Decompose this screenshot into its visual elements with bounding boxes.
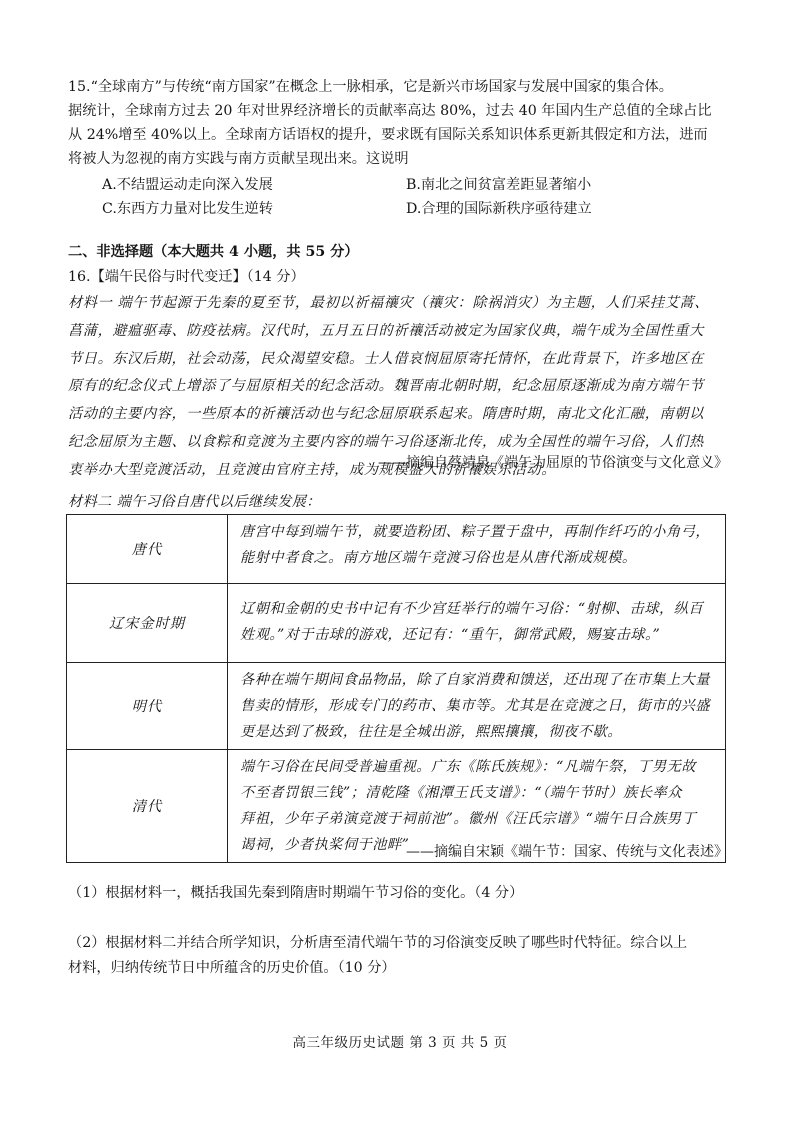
desc-line: 端午习俗在民间受普遍重视。广东《陈氏族规》：“凡端午祭，丁男无故 <box>240 759 696 775</box>
q15-option-c: C.东西方力量对比发生逆转 <box>102 201 273 217</box>
era-cell: 清代 <box>67 750 228 863</box>
desc-cell <box>228 515 726 584</box>
q15-option-a: A.不结盟运动走向深入发展 <box>102 177 273 193</box>
sub-question-2-line: 材料，归纳传统节日中所蕴含的历史价值。（10 分） <box>68 960 396 976</box>
desc-line: 不至者罚银三钱”；清乾隆《湘潭王氏支谱》：“（端午节时）族长率众 <box>240 785 682 801</box>
material-1-line: 原有的纪念仪式上增添了与屈原相关的纪念活动。魏晋南北朝时期，纪念屈原逐渐成为南方端午节 <box>68 378 704 395</box>
material-1-line: 纪念屈原为主题、以食粽和竞渡为主要内容的端午习俗逐渐北传，成为全国性的端午习俗，人们热 <box>68 433 704 450</box>
q15-stem-line: 从 24%增至 40%以上。全球南方话语权的提升，要求既有国际关系知识体系更新其假定和方法，进而 <box>68 127 708 143</box>
desc-cell <box>228 584 726 663</box>
section-heading: 二、非选择题（本大题共 4 小题，共 55 分） <box>68 244 359 260</box>
desc-line: 各种在端午期间食品物品，除了自家消费和馈送，还出现了在市集上大量 <box>240 672 711 688</box>
customs-table <box>66 514 726 863</box>
desc-line: 辽朝和金朝的史书中记有不少宫廷举行的端午习俗：“射柳、击球，纵百 <box>240 601 704 617</box>
material-1-source: ——摘编自蔡靖泉《端午为屈原的节俗演变与文化意义》 <box>378 455 728 471</box>
q15-option-b: B.南北之间贫富差距显著缩小 <box>406 177 592 193</box>
material-2-source: ——摘编自宋颖《端午节：国家、传统与文化表述》 <box>406 844 728 860</box>
sub-question-2-line: （2）根据材料二并结合所学知识，分析唐至清代端午节的习俗演变反映了哪些时代特征。综合以上 <box>68 935 688 951</box>
desc-line: 唐宫中每到端午节，就要造粉团、粽子置于盘中，再制作纤巧的小角弓， <box>240 524 711 540</box>
desc-line: 拜祖，少年子弟演竞渡于祠前池”。徽州《汪氏宗谱》“端午日合族男丁 <box>240 811 697 827</box>
q15-stem-line: 将被人为忽视的南方实践与南方贡献呈现出来。这说明 <box>68 151 409 167</box>
material-1-line: 活动的主要内容，一些原本的祈禳活动也与纪念屈原联系起来。隋唐时期，南北文化汇融，南朝以 <box>68 406 704 423</box>
desc-line: 能射中者食之。南方地区端午竞渡习俗也是从唐代渐成规模。 <box>240 550 637 566</box>
material-1-line: 材料一 端午节起源于先秦的夏至节，最初以祈福禳灾（禳灾：除祸消灾）为主题，人们采挂艾蒿、 <box>68 295 709 311</box>
desc-cell <box>228 663 726 750</box>
q16-title: 16.【端午民俗与时代变迁】（14 分） <box>68 269 305 285</box>
question-15 <box>68 75 736 171</box>
table-row <box>67 515 726 584</box>
page-footer: 高三年级历史试题 第 3 页 共 5 页 <box>292 1035 508 1051</box>
era-cell: 辽宋金时期 <box>67 584 228 663</box>
sub-question-1: （1）根据材料一，概括我国先秦到隋唐时期端午节习俗的变化。（4 分） <box>68 885 524 901</box>
desc-line: 更是达到了极致，往往是全城出游，熙熙攘攘，彻夜不歇。 <box>240 724 622 740</box>
q15-option-d: D.合理的国际新秩序亟待建立 <box>406 201 592 217</box>
table-row <box>67 663 726 750</box>
material-1-line: 菖蒲，避瘟驱毒、防疫祛病。汉代时，五月五日的祈禳活动被定为国家仪典，端午成为全国性重大 <box>68 322 704 339</box>
material-2-intro: 材料二 端午习俗自唐代以后继续发展： <box>68 494 321 510</box>
material-1-line: 衷举办大型竞渡活动，且竞渡由官府主持，成为规模盛大的祈禳娱乐活动。 <box>68 461 556 478</box>
desc-line: 售卖的情形，形成专门的药市、集市等。尤其是在竞渡之日，街市的兴盛 <box>240 698 711 714</box>
q15-stem-line: 15.“全球南方”与传统“南方国家”在概念上一脉相承，它是新兴市场国家与发展中国家的集合体。 <box>68 79 673 95</box>
desc-line: 姓观。”对于击球的游戏，还记有：“重午，御常武殿，赐宴击球。” <box>240 627 661 643</box>
era-cell: 唐代 <box>67 515 228 584</box>
q15-stem-line: 据统计，全球南方过去 20 年对世界经济增长的贡献率高达 80%，过去 40 年国内生产总值的全球占比 <box>68 103 712 119</box>
material-1-line: 节日。东汉后期，社会动荡，民众渴望安稳。士人借哀悯屈原寄托情怀，在此背景下，许多地区在 <box>68 350 704 367</box>
desc-line: 谒祠，少者执桨伺于池畔” <box>240 837 410 853</box>
table-row <box>67 584 726 663</box>
era-cell: 明代 <box>67 663 228 750</box>
